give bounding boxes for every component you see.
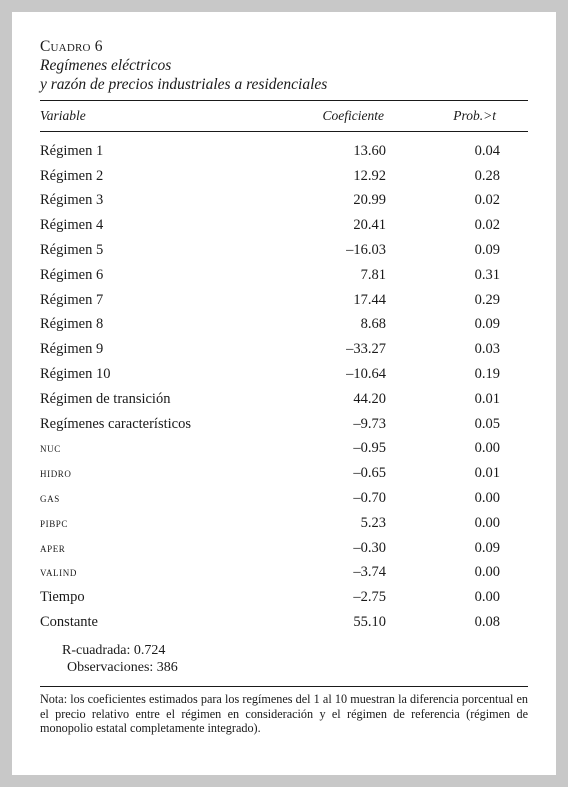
table-row xyxy=(40,437,528,462)
table-title-line-1: Regímenes eléctricos xyxy=(40,57,172,74)
table-row xyxy=(40,387,528,412)
cell-variable: Régimen 5 xyxy=(40,242,104,259)
cell-variable: Régimen 6 xyxy=(40,266,104,283)
cell-coeficiente: –2.75 xyxy=(353,589,386,606)
cell-variable: Regímenes característicos xyxy=(40,415,191,432)
cell-coeficiente: –3.74 xyxy=(353,564,386,581)
header-rule xyxy=(40,131,528,132)
table-row xyxy=(40,486,528,511)
table-row xyxy=(40,461,528,486)
cell-coeficiente: –0.65 xyxy=(353,465,386,482)
cell-coeficiente: 5.23 xyxy=(360,514,386,531)
cell-coeficiente: –0.70 xyxy=(353,490,386,507)
cell-coeficiente: 17.44 xyxy=(353,291,386,308)
cell-variable: Régimen 10 xyxy=(40,366,111,383)
cell-coeficiente: 44.20 xyxy=(353,390,386,407)
document-page xyxy=(12,12,556,775)
cell-variable: pibpc xyxy=(40,515,69,530)
cell-prob: 0.31 xyxy=(474,266,500,283)
header-prob: Prob.>t xyxy=(453,108,496,123)
table-number: Cuadro 6 xyxy=(40,38,103,55)
cell-prob: 0.00 xyxy=(474,564,500,581)
cell-variable: valind xyxy=(40,565,77,580)
cell-coeficiente: 13.60 xyxy=(353,142,386,159)
cell-coeficiente: –10.64 xyxy=(346,366,386,383)
cell-prob: 0.09 xyxy=(474,539,500,556)
cell-prob: 0.03 xyxy=(474,341,500,358)
cell-coeficiente: –0.95 xyxy=(353,440,386,457)
cell-coeficiente: –33.27 xyxy=(346,341,386,358)
table-row xyxy=(40,213,528,238)
table-row xyxy=(40,313,528,338)
cell-prob: 0.19 xyxy=(474,366,500,383)
cell-prob: 0.02 xyxy=(474,192,500,209)
cell-prob: 0.02 xyxy=(474,217,500,234)
table-row xyxy=(40,263,528,288)
cell-prob: 0.28 xyxy=(474,167,500,184)
table-row xyxy=(40,139,528,164)
cell-coeficiente: 12.92 xyxy=(353,167,386,184)
table-row xyxy=(40,536,528,561)
cell-coeficiente: 20.99 xyxy=(353,192,386,209)
cell-variable: gas xyxy=(40,491,60,506)
table-row xyxy=(40,412,528,437)
cell-prob: 0.01 xyxy=(474,390,500,407)
cell-coeficiente: 55.10 xyxy=(353,614,386,631)
cell-prob: 0.00 xyxy=(474,514,500,531)
cell-variable: nuc xyxy=(40,441,61,456)
r-squared: R-cuadrada: 0.724 xyxy=(62,642,166,658)
cell-variable: Tiempo xyxy=(40,589,85,606)
cell-variable: aper xyxy=(40,540,66,555)
table-row xyxy=(40,362,528,387)
cell-coeficiente: –0.30 xyxy=(353,539,386,556)
cell-prob: 0.29 xyxy=(474,291,500,308)
cell-coeficiente: –9.73 xyxy=(353,415,386,432)
cell-variable: Régimen de transición xyxy=(40,390,171,407)
table-row xyxy=(40,511,528,536)
cell-prob: 0.00 xyxy=(474,440,500,457)
table-row xyxy=(40,238,528,263)
table-row xyxy=(40,585,528,610)
cell-prob: 0.05 xyxy=(474,415,500,432)
header-variable: Variable xyxy=(40,108,86,123)
table-row xyxy=(40,610,528,635)
table-note: Nota: los coeficientes estimados para los regímenes del 1 al 10 muestran la diferencia porcentual en el precio relativo entre el régimen en consideración y el régimen de referencia (régimen de monopolio estatal completamente integrado). xyxy=(40,691,528,736)
cell-coeficiente: 8.68 xyxy=(360,316,386,333)
cell-variable: Régimen 8 xyxy=(40,316,104,333)
header-coeficiente: Coeficiente xyxy=(322,108,384,123)
bottom-rule xyxy=(40,686,528,687)
table-row xyxy=(40,288,528,313)
fit-statistics xyxy=(40,642,528,676)
cell-prob: 0.09 xyxy=(474,316,500,333)
table-header xyxy=(40,101,528,131)
table-body xyxy=(40,139,528,635)
cell-variable: Régimen 1 xyxy=(40,142,104,159)
cell-prob: 0.01 xyxy=(474,465,500,482)
cell-prob: 0.04 xyxy=(474,142,500,159)
cell-variable: hidro xyxy=(40,466,72,481)
cell-variable: Régimen 2 xyxy=(40,167,104,184)
cell-prob: 0.08 xyxy=(474,614,500,631)
cell-variable: Régimen 7 xyxy=(40,291,104,308)
table-row xyxy=(40,561,528,586)
observations: Observaciones: 386 xyxy=(67,659,178,675)
cell-prob: 0.09 xyxy=(474,242,500,259)
cell-coeficiente: –16.03 xyxy=(346,242,386,259)
cell-prob: 0.00 xyxy=(474,490,500,507)
table-row xyxy=(40,189,528,214)
cell-coeficiente: 7.81 xyxy=(360,266,386,283)
cell-variable: Régimen 9 xyxy=(40,341,104,358)
table-row xyxy=(40,337,528,362)
cell-variable: Régimen 3 xyxy=(40,192,104,209)
table-row xyxy=(40,164,528,189)
cell-variable: Régimen 4 xyxy=(40,217,104,234)
cell-variable: Constante xyxy=(40,614,98,631)
cell-coeficiente: 20.41 xyxy=(353,217,386,234)
cell-prob: 0.00 xyxy=(474,589,500,606)
table-title-line-2: y razón de precios industriales a residenciales xyxy=(40,76,328,93)
